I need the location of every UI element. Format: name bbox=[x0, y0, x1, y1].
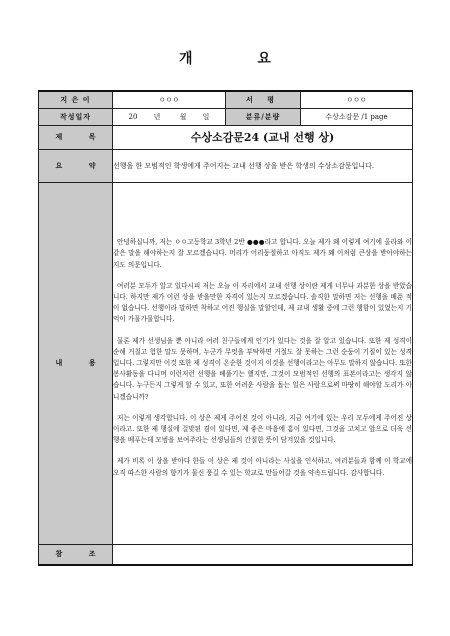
date-row bbox=[39, 108, 413, 125]
category-value: 수상소감문 /1 page bbox=[301, 108, 413, 125]
author-label: 지 은 이 bbox=[39, 91, 113, 108]
date-year: 20 bbox=[128, 112, 138, 121]
date-day-unit: 일 bbox=[202, 112, 210, 121]
subject-value: 수상소감문24 (교내 선행 상) bbox=[113, 125, 413, 149]
date-year-unit: 년 bbox=[153, 112, 161, 121]
content-label: 내 용 bbox=[39, 182, 113, 544]
author-value: ㅇㅇㅇ bbox=[113, 91, 226, 108]
review-label bbox=[226, 91, 301, 108]
author-row bbox=[39, 91, 413, 108]
summary-label: 요 약 bbox=[39, 149, 113, 182]
review-label-text: 서 평 bbox=[246, 94, 280, 104]
content-paragraph: 안녕하십니까, 저는 ㅇㅇ고등학교 3학년 2반 ●●●라고 합니다. 오늘 제가 왜 이렇게 여기에 올라와 이 같은 말을 해야하는지 잘 모르겠습니다. 머리가 어리둥절하고 아직도 제가 왜 이처럼 큰상을 받아야하는지도 의문입니다. bbox=[113, 238, 412, 269]
content-paragraph: 저는 이렇게 생각합니다. 이 상은 제게 주어진 것이 아니라, 지금 여기에 있는 우리 모두에게 주어진 상이라고. 또한 제 행실에 걸맞된 겸이 있다면, 제 좋은 마음에 흠이 있다면, 그것을 고치고 앞으로 더욱 선행을 베푸는데 모범을 보여주라는 선생님들의 간절한 뜻이 담겨있을 것입니다. bbox=[113, 413, 412, 445]
content-body bbox=[113, 182, 413, 544]
reference-value bbox=[113, 544, 413, 565]
category-label: 분류/분량 bbox=[226, 108, 301, 125]
review-value: ㅇㅇㅇ bbox=[301, 91, 413, 108]
date-label: 작성일자 bbox=[39, 108, 113, 125]
date-month-unit: 월 bbox=[179, 112, 187, 121]
subject-label: 제 목 bbox=[39, 125, 113, 149]
summary-row bbox=[39, 149, 413, 182]
reference-row bbox=[39, 544, 413, 565]
overview-form bbox=[38, 90, 413, 566]
content-paragraph: 여러분 모두가 알고 있다시피 저는 오늘 이 자리에서 교내 선행 상이란 제게 너무나 과분한 상을 받았습니다. 하지만 제가 이런 상을 받을만한 자격이 있는지 모르겠습니다. 솔직한 말하면 저는 선행을 베푼 적이 없습니다. 선행이라 말하면 착하고 어진 행실을 말할인데, 제 교내 생활 중에 그런 행함이 있었는지 기억이 가물가물합니다. bbox=[113, 281, 412, 324]
content-paragraph: 물론 제가 선생님을 뿐 아니라 여러 친구들에게 인기가 있다는 것을 잘 알고 있습니다. 또한 제 성격이 순해 거칠고 험한 말도 못하며, 누군가 무엇을 부탁하면 거절도 잘 못하는 그런 순둥이 기질이 있는 성격입니다. 그렇지만 이것 또한 제 성격이 온순한 것이지 이것을 선행이라고는 아무도 말하지 않습니다. 또한 봉사활동을 다니며 이런저런 선행을 베풀기는 했지만, 그것이 모범적인 선행의 표본이라고는 생각지 않습니다. 누구든지 그렇게 할 수 있고, 또한 어려운 사람을 돕는 일은 사람으로써 마땅히 해야할 도리가 아니겠습니까? bbox=[113, 336, 412, 401]
page-title: 개 요 bbox=[179, 51, 301, 67]
content-row bbox=[39, 182, 413, 544]
summary-text: 선행을 한 모범적인 학생에게 주어지는 교내 선행 상을 받은 학생의 수상소감문입니다. bbox=[113, 149, 413, 182]
subject-row bbox=[39, 125, 413, 149]
content-paragraph: 제가 비록 이 상을 받아다 한들 이 상은 제 것이 아니라는 사실을 인식하고, 여러분들과 함께 이 학교에 오직 따스한 사람의 향기가 물신 풍길 수 있는 학교로 만들어갈 것을 약속드립니다. 감사합니다. bbox=[113, 457, 412, 477]
reference-label: 참 조 bbox=[39, 544, 113, 565]
date-value bbox=[113, 108, 226, 125]
